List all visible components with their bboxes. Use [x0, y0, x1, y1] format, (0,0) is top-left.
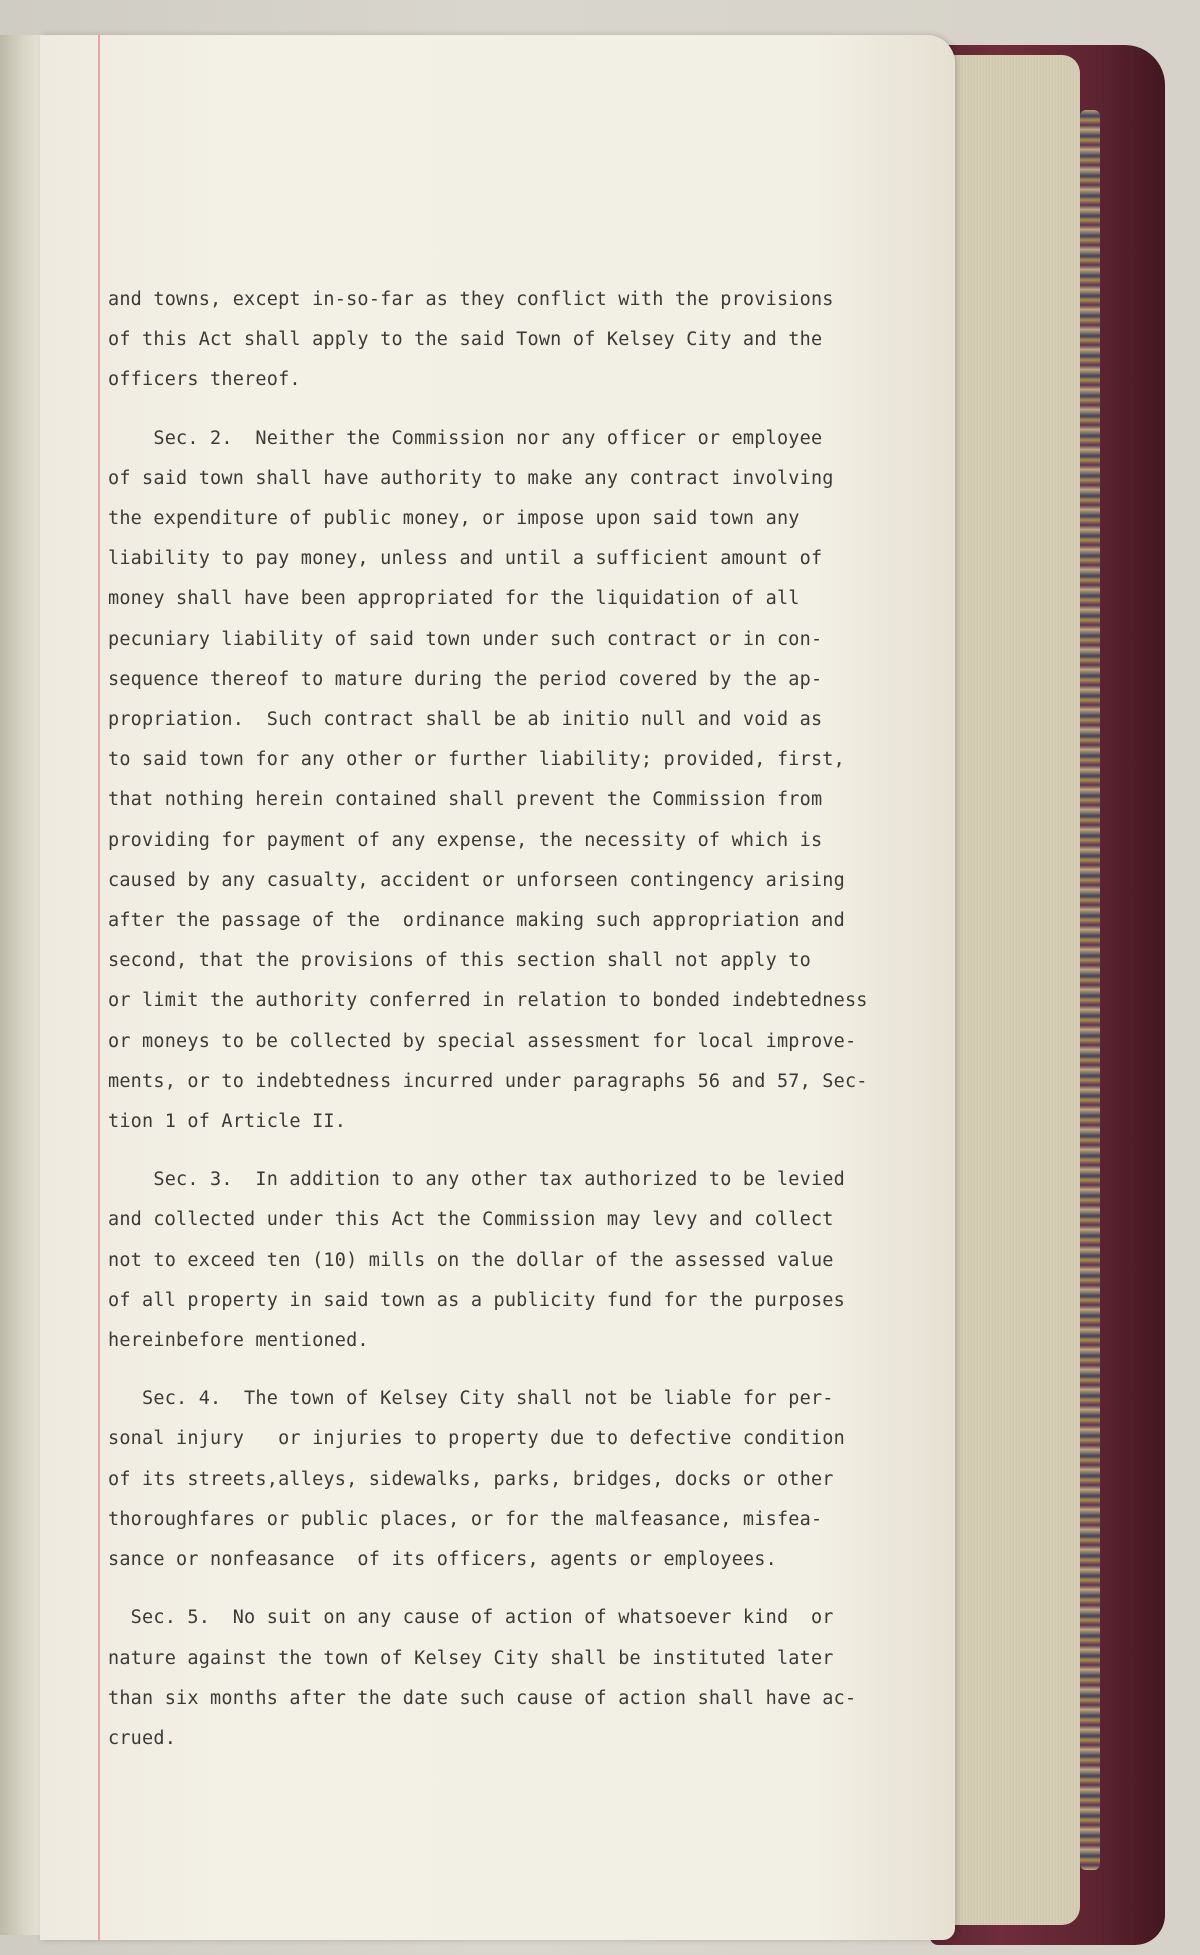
text-line: of all property in said town as a publicity fund for the purposes: [108, 1289, 845, 1311]
text-line: second, that the provisions of this section shall not apply to: [108, 950, 811, 972]
margin-rule: [98, 35, 100, 1940]
paragraph-gap: [108, 1142, 903, 1160]
text-line: of said town shall have authority to make any contract involving: [108, 467, 834, 489]
text-line: that nothing herein contained shall prevent the Commission from: [108, 789, 823, 811]
text-line: not to exceed ten (10) mills on the dollar of the assessed value: [108, 1249, 834, 1271]
text-line: money shall have been appropriated for the liquidation of all: [108, 588, 800, 610]
text-line: Sec. 4. The town of Kelsey City shall not be liable for per-: [108, 1388, 834, 1410]
text-line: ments, or to indebtedness incurred under paragraphs 56 and 57, Sec-: [108, 1070, 868, 1092]
text-line: of this Act shall apply to the said Town of Kelsey City and the: [108, 329, 823, 351]
text-line: officers thereof.: [108, 369, 301, 391]
text-line: tion 1 of Article II.: [108, 1111, 347, 1133]
paragraph-gap: [108, 401, 903, 419]
paragraph: [108, 1598, 903, 1759]
text-line: of its streets,alleys, sidewalks, parks, bridges, docks or other: [108, 1468, 834, 1490]
text-line: liability to pay money, unless and until a sufficient amount of: [108, 548, 823, 570]
text-line: or moneys to be collected by special assessment for local improve-: [108, 1030, 857, 1052]
text-line: the expenditure of public money, or impose upon said town any: [108, 508, 800, 530]
text-line: hereinbefore mentioned.: [108, 1330, 369, 1352]
paragraph: [108, 419, 903, 1143]
text-line: Sec. 3. In addition to any other tax authorized to be levied: [108, 1169, 845, 1191]
text-line: caused by any casualty, accident or unforseen contingency arising: [108, 869, 845, 891]
text-line: after the passage of the ordinance making such appropriation and: [108, 910, 845, 932]
text-line: Sec. 5. No suit on any cause of action of whatsoever kind or: [108, 1607, 834, 1629]
text-line: and towns, except in-so-far as they conflict with the provisions: [108, 289, 834, 310]
text-line: Sec. 2. Neither the Commission nor any officer or employee: [108, 427, 823, 449]
text-line: to said town for any other or further liability; provided, first,: [108, 749, 845, 771]
text-line: sance or nonfeasance of its officers, agents or employees.: [108, 1549, 777, 1571]
paragraph: [108, 280, 903, 401]
text-line: or limit the authority conferred in relation to bonded indebtedness: [108, 990, 868, 1012]
page-edges: [945, 55, 1080, 1925]
text-line: than six months after the date such cause of action shall have ac-: [108, 1687, 857, 1709]
text-line: sonal injury or injuries to property due to defective condition: [108, 1428, 845, 1450]
text-line: nature against the town of Kelsey City shall be instituted later: [108, 1647, 834, 1669]
text-line: providing for payment of any expense, the necessity of which is: [108, 829, 823, 851]
text-line: crued.: [108, 1727, 177, 1749]
paragraph: [108, 1379, 903, 1580]
text-line: sequence thereof to mature during the period covered by the ap-: [108, 668, 823, 690]
paragraph: [108, 1160, 903, 1361]
text-line: thoroughfares or public places, or for the malfeasance, misfea-: [108, 1508, 823, 1530]
text-line: and collected under this Act the Commission may levy and collect: [108, 1209, 834, 1231]
paragraph-gap: [108, 1361, 903, 1379]
previous-page-edge: [0, 35, 41, 1935]
text-line: pecuniary liability of said town under such contract or in con-: [108, 628, 823, 650]
text-line: propriation. Such contract shall be ab initio null and void as: [108, 709, 823, 731]
typed-text-body: [108, 280, 903, 1759]
paragraph-gap: [108, 1580, 903, 1598]
marbled-edge: [1080, 110, 1100, 1870]
